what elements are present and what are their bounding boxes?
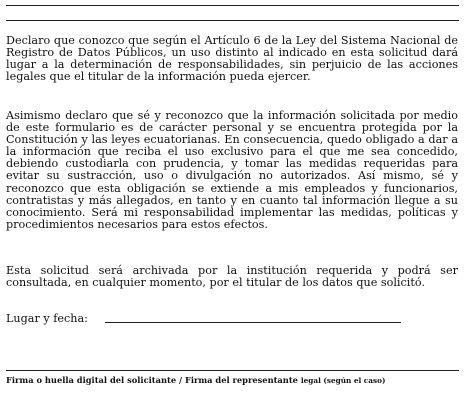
place-date-field-line[interactable]	[105, 322, 401, 323]
signature-label: Firma o huella digital del solicitante / Firma del representante	[6, 375, 298, 385]
declaration-paragraph-3: Esta solicitud será archivada por la institución requerida y podrá ser consultada, en cualquier momento, por el titular de los datos que solicitó.	[6, 264, 458, 290]
signature-rule	[6, 370, 459, 371]
signature-caption	[6, 376, 461, 386]
top-rule-1	[6, 5, 459, 6]
declaration-paragraph-2: Asimismo declaro que sé y reconozco que la información solicitada por medio de este formulario es de carácter personal y se encuentra protegida por la Constitución y las leyes ecuatorianas. En consecuencia, quedo obligado a dar a la información que reciba el uso exclusivo para el que me sea concedido, debiendo custodiarla con prudencia, y tomar las medidas requeridas para evitar su sustracción, uso o divulgación no autorizados. Así mismo, sé y reconozco que esta obligación se extiende a mis empleados y funcionarios, contratistas y más allegados, en tanto y en cuanto tal información llegue a su conocimiento. Será mi responsabilidad implementar las medidas, políticas y procedimientos necesarios para estos efectos.	[6, 109, 458, 231]
signature-qualifier: legal (según el caso)	[300, 376, 386, 385]
place-date-label: Lugar y fecha:	[6, 312, 88, 325]
declaration-paragraph-1: Declaro que conozco que según el Artículo 6 de la Ley del Sistema Nacional de Registro de Datos Públicos, un uso distinto al indicado en esta solicitud dará lugar a la determinación de responsabilidades, sin perjuicio de las acciones legales que el titular de la información pueda ejercer.	[6, 34, 458, 84]
top-rule-2	[6, 20, 459, 21]
